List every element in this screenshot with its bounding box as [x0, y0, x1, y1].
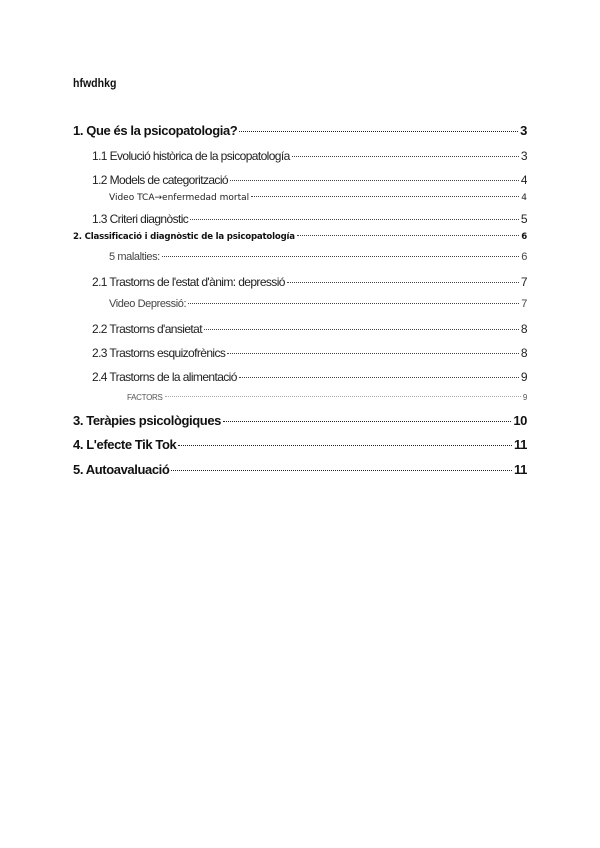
toc-entry-2-1[interactable]	[92, 275, 527, 289]
toc-entry-5[interactable]	[73, 462, 527, 477]
toc-leader	[239, 377, 519, 378]
toc-entry-1-3[interactable]	[92, 212, 527, 226]
toc-page-number: 9	[520, 370, 527, 384]
toc-entry-2[interactable]	[73, 232, 527, 242]
toc-entry-label: FACTORS	[127, 393, 163, 402]
toc-page-number: 8	[520, 346, 527, 360]
toc-page-number: 7	[520, 275, 527, 289]
toc-entry-label: 1. Que és la psicopatologia?	[73, 123, 238, 138]
toc-page-number: 6	[521, 232, 527, 242]
toc-page-number: 3	[520, 123, 527, 138]
toc-leader	[292, 156, 519, 157]
toc-entry-label: 4. L'efecte Tik Tok	[73, 437, 177, 452]
toc-page-number: 4	[521, 193, 527, 203]
toc-entry-1-1[interactable]	[92, 149, 527, 163]
toc-page-number: 10	[513, 413, 527, 428]
toc-leader	[165, 396, 521, 397]
toc-page-number: 7	[521, 298, 527, 310]
toc-leader	[188, 303, 519, 304]
toc-leader	[190, 219, 519, 220]
toc-page-number: 3	[520, 149, 527, 163]
toc-leader	[297, 235, 519, 236]
toc-entry-5-malalties[interactable]	[109, 251, 527, 263]
toc-entry-video-depressio[interactable]	[109, 298, 527, 310]
toc-entry-label: 2.1 Trastorns de l'estat d'ànim: depressió	[92, 275, 285, 289]
toc-page-number: 8	[520, 322, 527, 336]
toc-entry-4[interactable]	[73, 437, 527, 452]
toc-page-number: 6	[521, 251, 527, 263]
toc-page-number: 11	[514, 462, 527, 477]
document-heading: hfwdhkg	[73, 76, 117, 90]
toc-page-number: 5	[520, 212, 527, 226]
toc-leader	[162, 256, 519, 257]
toc-page-number: 9	[522, 393, 527, 402]
toc-entry-label: 2.3 Trastorns esquizofrènics	[92, 346, 226, 360]
toc-entry-label: 5 malalties:	[109, 251, 160, 263]
toc-leader	[227, 353, 519, 354]
toc-entry-label: Video TCA→enfermedad mortal	[109, 193, 250, 203]
toc-leader	[230, 180, 519, 181]
toc-entry-factors[interactable]	[127, 393, 527, 402]
toc-entry-label: Video Depressió:	[109, 298, 187, 310]
toc-leader	[223, 421, 511, 422]
toc-entry-label: 5. Autoavaluació	[73, 462, 170, 477]
toc-leader	[178, 445, 512, 446]
toc-entry-3[interactable]	[73, 413, 527, 428]
toc-entry-label: 2. Classificació i diagnòstic de la psicopatología	[73, 232, 295, 242]
toc-entry-label: 2.4 Trastorns de la alimentació	[92, 370, 237, 384]
toc-entry-label: 1.1 Evolució històrica de la psicopatología	[92, 149, 290, 163]
toc-entry-1[interactable]	[73, 123, 527, 138]
toc-leader	[287, 282, 519, 283]
toc-entry-2-4[interactable]	[92, 370, 527, 384]
toc-leader	[251, 196, 519, 197]
toc-entry-label: 1.2 Models de categorització	[92, 173, 228, 187]
toc-page-number: 4	[520, 173, 527, 187]
toc-leader	[204, 329, 519, 330]
toc-entry-label: 1.3 Criteri diagnòstic	[92, 212, 189, 226]
toc-entry-video-tca[interactable]	[109, 193, 527, 203]
toc-page-number: 11	[514, 437, 527, 452]
toc-entry-2-3[interactable]	[92, 346, 527, 360]
toc-leader	[239, 131, 518, 132]
toc-entry-label: 3. Teràpies psicològiques	[73, 413, 221, 428]
toc-entry-2-2[interactable]	[92, 322, 527, 336]
toc-entry-1-2[interactable]	[92, 173, 527, 187]
toc-leader	[171, 470, 512, 471]
toc-entry-label: 2.2 Trastorns d'ansietat	[92, 322, 202, 336]
